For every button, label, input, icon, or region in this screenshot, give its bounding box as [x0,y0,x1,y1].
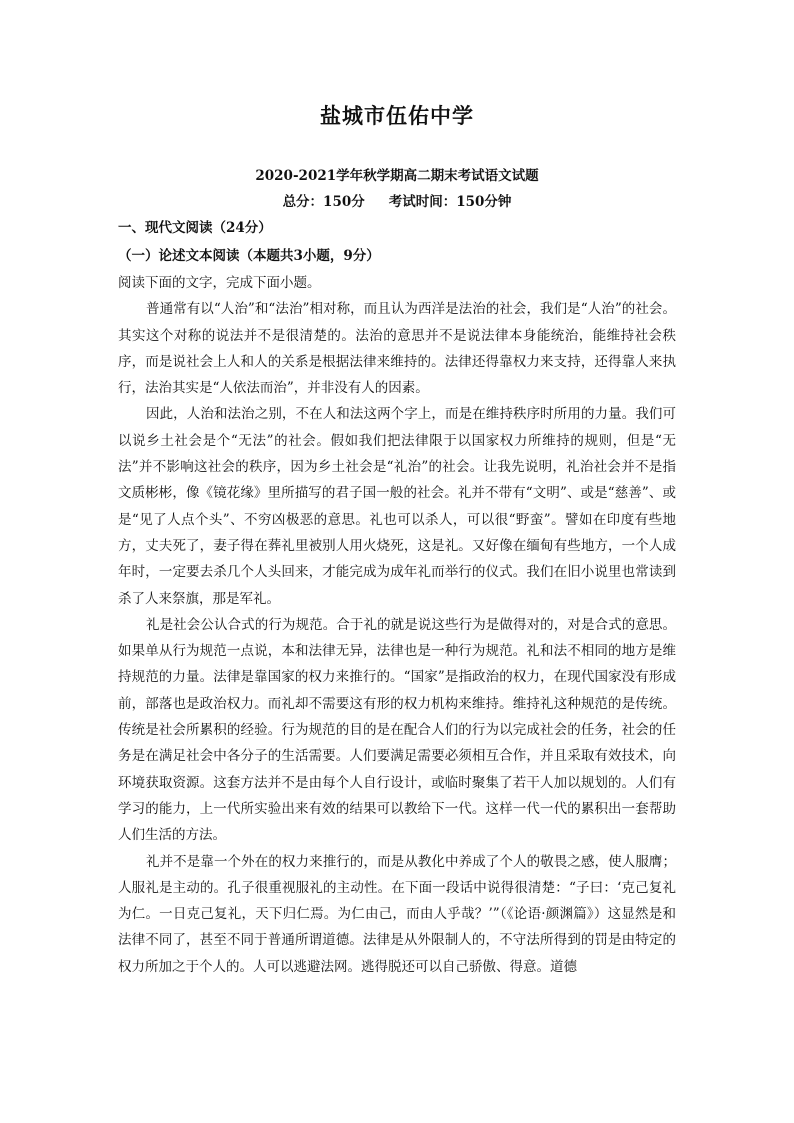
total-score: 总分：150分 [282,194,365,210]
paragraph-2: 因此，人治和法治之别，不在人和法这两个字上，而是在维持秩序时所用的力量。我们可以说乡土社会是个“无法”的社会。假如我们把法律限于以国家权力所维持的规则，但是“无法”并不影响这社会的秩序，因为乡土社会是“礼治”的社会。让我先说明，礼治社会并不是指文质彬彬，像《镜花缘》里所描写的君子国一般的社会。礼并不带有“文明”、或是“慈善”、或是“见了人点个头”、不穷凶极恶的意思。礼也可以杀人，可以很“野蛮”。譬如在印度有些地方，丈夫死了，妻子得在葬礼里被别人用火烧死，这是礼。又好像在缅甸有些地方，一个人成年时，一定要去杀几个人头回来，才能完成为成年礼而举行的仪式。我们在旧小说里也常读到杀了人来祭旗，那是军礼。 [118,406,676,607]
section-heading-modern-reading: 一、现代文阅读（24分） [118,220,272,236]
instructions: 阅读下面的文字，完成下面小题。 [118,275,321,291]
paragraph-3: 礼是社会公认合式的行为规范。合于礼的就是说这些行为是做得对的，对是合式的意思。如果单从行为规范一点说，本和法律无异，法律也是一种行为规范。礼和法不相同的地方是维持规范的力量。法律是靠国家的权力来推行的。“国家”是指政治的权力，在现代国家没有形成前，部落也是政治权力。而礼却不需要这有形的权力机构来维持。维持礼这种规范的是传统。传统是社会所累积的经验。行为规范的目的是在配合人们的行为以完成社会的任务，社会的任务是在满足社会中各分子的生活需要。人们要满足需要必须相互合作，并且采取有效技术，向环境获取资源。这套方法并不是由每个人自行设计，或临时聚集了若干人加以规划的。人们有学习的能力，上一代所实验出来有效的结果可以教给下一代。这样一代一代的累积出一套帮助人们生活的方法。 [118,616,676,844]
exam-time: 考试时间：150分钟 [388,194,512,210]
reading-passage [118,270,676,980]
paragraph-1: 普通常有以“人治”和“法治”相对称，而且认为西洋是法治的社会，我们是“人治”的社会。其实这个对称的说法并不是很清楚的。法治的意思并不是说法律本身能统治，能维持社会秩序，而是说社会上人和人的关系是根据法律来维持的。法律还得靠权力来支持，还得靠人来执行，法治其实是“人依法而治”，并非没有人的因素。 [118,301,676,397]
paragraph-4: 礼并不是靠一个外在的权力来推行的，而是从教化中养成了个人的敬畏之感，使人服膺；人服礼是主动的。孔子很重视服礼的主动性。在下面一段话中说得很清楚：“子曰：‘克己复礼为仁。一日克己复礼，天下归仁焉。为仁由己，而由人乎哉？’”（《论语·颜渊篇》）这显然是和法律不同了，甚至不同于普通所谓道德。法律是从外限制人的，不守法所得到的罚是由特定的权力所加之于个人的。人可以逃避法网。逃得脱还可以自己骄傲、得意。道德 [118,853,676,975]
exam-meta [0,190,794,210]
exam-title: 2020-2021学年秋学期高二期末考试语文试题 [255,168,539,184]
subsection-heading-argumentative: （一）论述文本阅读（本题共3小题，9分） [118,248,380,264]
school-name: 盐城市伍佑中学 [320,103,474,128]
